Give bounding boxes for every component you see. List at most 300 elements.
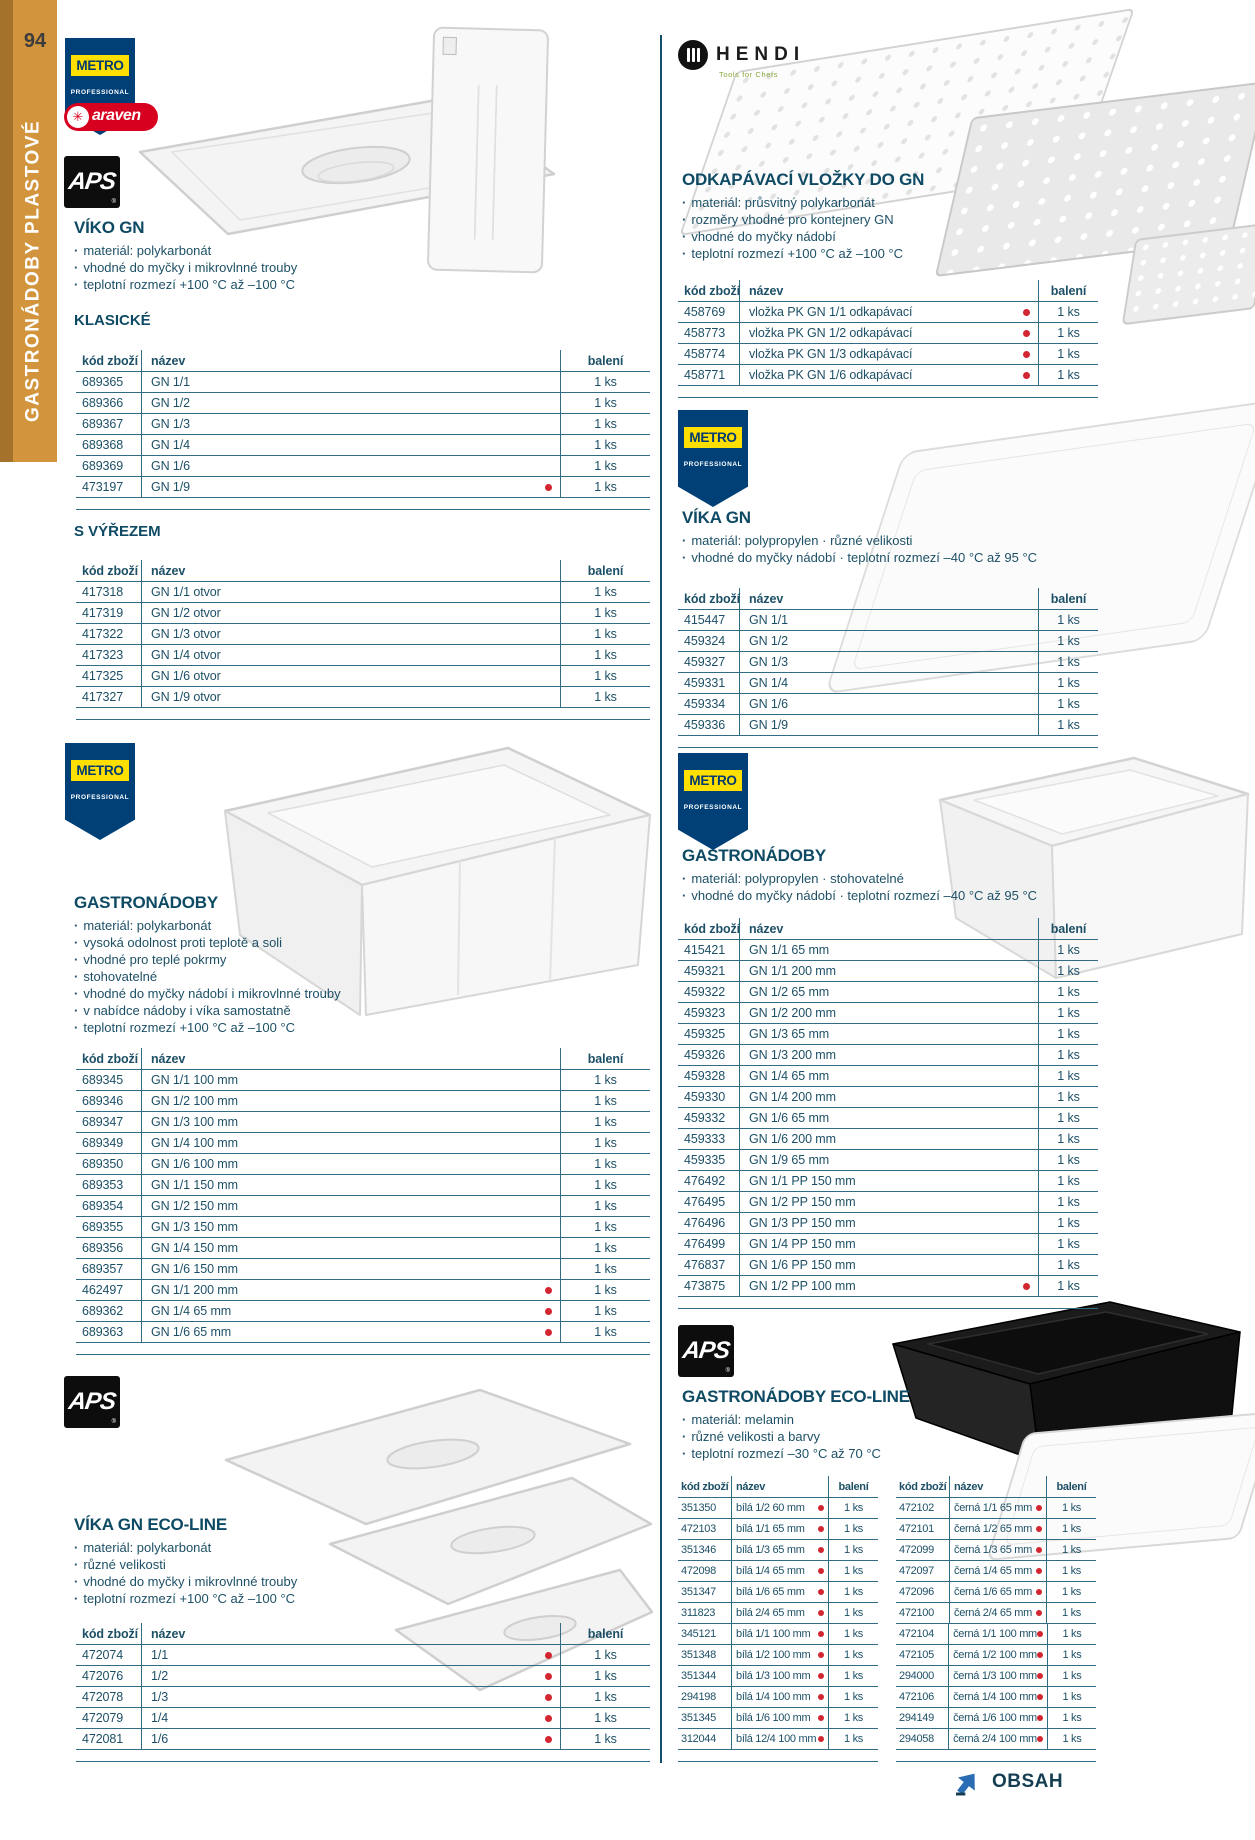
cell-code: 689353	[76, 1175, 142, 1195]
cell-pack: 1 ks	[560, 435, 650, 455]
cell-code: 689368	[76, 435, 142, 455]
cell-code: 476496	[678, 1213, 740, 1233]
cell-pack: 1 ks	[828, 1498, 878, 1518]
cell-name: GN 1/6	[151, 459, 190, 473]
cell-pack: 1 ks	[560, 1070, 650, 1090]
cell-code: 459332	[678, 1108, 740, 1128]
cell-pack: 1 ks	[1047, 1645, 1096, 1665]
table-end-rule	[678, 1308, 1098, 1309]
availability-dot-icon	[1023, 309, 1030, 316]
table-row	[76, 1133, 650, 1154]
cell-pack: 1 ks	[828, 1519, 878, 1539]
bullet-item: · vhodné pro teplé pokrmy	[74, 951, 341, 968]
availability-dot-icon	[818, 1736, 824, 1742]
metro-wordmark: METRO	[71, 55, 129, 76]
cell-name: černá 2/4 65 mm	[950, 1603, 1046, 1623]
table-row	[76, 1196, 650, 1217]
cell-name: GN 1/9	[142, 477, 560, 497]
cell-pack: 1 ks	[1038, 610, 1098, 630]
table-end-rule	[76, 719, 650, 720]
cell-code: 459331	[678, 673, 740, 693]
table-row	[896, 1729, 1096, 1750]
table-vika-gn	[678, 588, 1098, 748]
cell-pack: 1 ks	[560, 624, 650, 644]
table-row	[678, 652, 1098, 673]
cell-name: GN 1/1 otvor	[151, 585, 221, 599]
cell-code: 417327	[76, 687, 142, 707]
table-row	[896, 1624, 1096, 1645]
product-image-drip-insert-small	[1122, 223, 1255, 326]
cell-pack: 1 ks	[560, 1322, 650, 1342]
availability-dot-icon	[1023, 351, 1030, 358]
cell-name: bílá 1/6 65 mm	[732, 1582, 828, 1602]
cell-code: 689357	[76, 1259, 142, 1279]
column-divider	[660, 35, 662, 1763]
table-row	[678, 302, 1098, 323]
cell-name: černá 1/2 100 mm	[949, 1645, 1047, 1665]
cell-code: 472104	[896, 1624, 949, 1644]
availability-dot-icon	[1037, 1652, 1043, 1658]
availability-dot-icon	[1037, 1715, 1043, 1721]
cell-name: bílá 1/2 60 mm	[732, 1498, 828, 1518]
cell-code: 473197	[76, 477, 142, 497]
cell-name: černá 1/3 100 mm	[949, 1666, 1047, 1686]
cell-name: vložka PK GN 1/3 odkapávací	[740, 344, 1038, 364]
cell-pack: 1 ks	[560, 582, 650, 602]
aps-wordmark: APS	[66, 1388, 118, 1415]
cell-name: černá 1/4 65 mm	[950, 1561, 1046, 1581]
cell-code: 689363	[76, 1322, 142, 1342]
cell-name: GN 1/2 150 mm	[151, 1199, 238, 1213]
cell-name: vložka PK GN 1/1 odkapávací	[740, 302, 1038, 322]
cell-pack: 1 ks	[1038, 631, 1098, 651]
hendi-logo	[678, 40, 808, 85]
table-klasicke	[76, 350, 650, 510]
metro-shield-icon	[678, 410, 748, 507]
cell-name: černá 1/6 65 mm	[950, 1582, 1046, 1602]
column-header-code: kód zboží	[76, 1623, 142, 1644]
subsection-title-s-vyrezem: S VÝŘEZEM	[74, 523, 161, 540]
cell-pack: 1 ks	[828, 1708, 878, 1728]
cell-name: GN 1/4 100 mm	[151, 1136, 238, 1150]
table-row	[76, 1687, 650, 1708]
cell-name: GN 1/6 200 mm	[749, 1132, 836, 1146]
cell-code: 472079	[76, 1708, 142, 1728]
cell-name: GN 1/2 200 mm	[749, 1006, 836, 1020]
cell-name: GN 1/3 100 mm	[151, 1115, 238, 1129]
cell-name: 1/2	[142, 1666, 560, 1686]
cell-name: vložka PK GN 1/2 odkapávací	[740, 323, 1038, 343]
cell-pack: 1 ks	[1038, 1024, 1098, 1044]
table-row	[76, 624, 650, 645]
cell-code: 417325	[76, 666, 142, 686]
metro-professional-label: PROFESSIONAL	[70, 794, 130, 801]
availability-dot-icon	[1036, 1547, 1042, 1553]
table-row	[76, 582, 650, 603]
metro-professional-label: PROFESSIONAL	[683, 461, 743, 468]
column-header-name: název	[151, 563, 186, 578]
table-row	[678, 1645, 878, 1666]
table-row	[678, 1066, 1098, 1087]
metro-wordmark: METRO	[684, 427, 742, 448]
table-row	[76, 435, 650, 456]
cell-name: GN 1/4 150 mm	[151, 1241, 238, 1255]
cell-pack: 1 ks	[560, 1112, 650, 1132]
cell-code: 689354	[76, 1196, 142, 1216]
cell-pack: 1 ks	[828, 1582, 878, 1602]
metro-wordmark: METRO	[71, 760, 129, 781]
table-row	[76, 393, 650, 414]
cell-pack: 1 ks	[828, 1603, 878, 1623]
cell-pack: 1 ks	[560, 393, 650, 413]
availability-dot-icon	[1036, 1610, 1042, 1616]
cell-name: GN 1/6 PP 150 mm	[749, 1258, 856, 1272]
availability-dot-icon	[545, 1287, 552, 1294]
cell-code: 472098	[678, 1561, 732, 1581]
table-row	[678, 1213, 1098, 1234]
table-header-row	[76, 350, 650, 372]
cell-pack: 1 ks	[560, 1708, 650, 1728]
cell-code: 472099	[896, 1540, 950, 1560]
availability-dot-icon	[545, 1736, 552, 1743]
column-header-name: název	[749, 591, 784, 606]
metro-logo	[678, 753, 748, 850]
cell-name: černá 1/3 65 mm	[950, 1540, 1046, 1560]
cell-pack: 1 ks	[560, 1175, 650, 1195]
table-gastronadoby-left	[76, 1048, 650, 1355]
cell-pack: 1 ks	[1038, 694, 1098, 714]
cell-name: GN 1/1	[151, 375, 190, 389]
cell-pack: 1 ks	[1038, 673, 1098, 693]
aps-logo	[64, 156, 120, 208]
bullet-item: · materiál: polykarbonát	[74, 917, 341, 934]
table-row	[678, 1255, 1098, 1276]
table-s-vyrezem	[76, 560, 650, 720]
cell-pack: 1 ks	[828, 1645, 878, 1665]
table-row	[896, 1666, 1096, 1687]
cell-pack: 1 ks	[828, 1687, 878, 1707]
cell-pack: 1 ks	[1038, 940, 1098, 960]
cell-code: 459321	[678, 961, 740, 981]
cell-code: 689346	[76, 1091, 142, 1111]
table-row	[678, 1708, 878, 1729]
availability-dot-icon	[1023, 330, 1030, 337]
table-row	[678, 1150, 1098, 1171]
cell-pack: 1 ks	[1038, 1108, 1098, 1128]
cell-pack: 1 ks	[560, 414, 650, 434]
availability-dot-icon	[1037, 1631, 1043, 1637]
cell-pack: 1 ks	[828, 1561, 878, 1581]
cell-name: GN 1/4 PP 150 mm	[749, 1237, 856, 1251]
bullet-item: · materiál: průsvitný polykarbonát	[682, 194, 903, 211]
section-title-viko-gn: VÍKO GN	[74, 218, 145, 237]
cell-code: 459333	[678, 1129, 740, 1149]
column-header-pack: balení	[560, 350, 650, 371]
bullet-item: · teplotní rozmezí –30 °C až 70 °C	[682, 1445, 881, 1462]
table-row	[678, 1498, 878, 1519]
cell-name: GN 1/2 otvor	[151, 606, 221, 620]
cell-pack: 1 ks	[828, 1624, 878, 1644]
bullet-item: · stohovatelné	[74, 968, 341, 985]
cell-pack: 1 ks	[560, 1217, 650, 1237]
table-row	[678, 673, 1098, 694]
cell-code: 351345	[678, 1708, 732, 1728]
table-row	[76, 456, 650, 477]
table-row	[76, 687, 650, 708]
cell-code: 351347	[678, 1582, 732, 1602]
cell-pack: 1 ks	[1038, 302, 1098, 322]
availability-dot-icon	[1036, 1526, 1042, 1532]
bullet-item: · teplotní rozmezí +100 °C až –100 °C	[682, 245, 903, 262]
table-end-rule	[76, 509, 650, 510]
table-row	[678, 631, 1098, 652]
section-title-gastronadoby-eco-line: GASTRONÁDOBY ECO-LINE	[682, 1387, 910, 1406]
cell-code: 476837	[678, 1255, 740, 1275]
cell-code: 458769	[678, 302, 740, 322]
cell-pack: 1 ks	[1046, 1540, 1096, 1560]
cell-code: 459325	[678, 1024, 740, 1044]
bullets-odkapavaci	[682, 194, 903, 262]
column-header-pack: balení	[1038, 588, 1098, 609]
table-end-rule	[76, 1761, 650, 1762]
table-row	[678, 1729, 878, 1750]
cell-name: černá 1/6 100 mm	[949, 1708, 1047, 1728]
table-odkapavaci	[678, 280, 1098, 398]
table-row	[678, 1045, 1098, 1066]
table-header-row	[76, 560, 650, 582]
table-row	[76, 1708, 650, 1729]
table-row	[76, 1175, 650, 1196]
availability-dot-icon	[545, 1673, 552, 1680]
cell-code: 472101	[896, 1519, 950, 1539]
hendi-tagline: Tools for Chefs	[719, 70, 779, 79]
table-gastronadoby-right	[678, 918, 1098, 1309]
cell-code: 417322	[76, 624, 142, 644]
column-header-name: název	[749, 283, 784, 298]
section-title-vika-gn-eco-line: VÍKA GN ECO-LINE	[74, 1515, 227, 1534]
aps-registered-mark: ®	[111, 1419, 116, 1425]
cell-pack: 1 ks	[1038, 961, 1098, 981]
availability-dot-icon	[818, 1589, 824, 1595]
table-row	[678, 1582, 878, 1603]
cell-name: vložka PK GN 1/6 odkapávací	[740, 365, 1038, 385]
table-row	[678, 1003, 1098, 1024]
table-row	[896, 1561, 1096, 1582]
column-header-name: název	[749, 921, 784, 936]
cell-name: GN 1/9	[749, 718, 788, 732]
cell-code: 459324	[678, 631, 740, 651]
table-row	[76, 1112, 650, 1133]
cell-name: GN 1/6 65 mm	[749, 1111, 830, 1125]
table-row	[896, 1603, 1096, 1624]
cell-code: 294000	[896, 1666, 949, 1686]
cell-pack: 1 ks	[560, 1301, 650, 1321]
table-row	[678, 1087, 1098, 1108]
subsection-title-klasicke: KLASICKÉ	[74, 312, 151, 329]
cell-pack: 1 ks	[560, 1091, 650, 1111]
cell-name: bílá 1/1 65 mm	[732, 1519, 828, 1539]
cell-code: 689365	[76, 372, 142, 392]
table-row	[678, 1540, 878, 1561]
cell-pack: 1 ks	[1046, 1582, 1096, 1602]
cell-code: 472105	[896, 1645, 949, 1665]
table-row	[76, 1301, 650, 1322]
cell-pack: 1 ks	[560, 1645, 650, 1665]
cell-pack: 1 ks	[560, 477, 650, 497]
table-end-rule	[678, 747, 1098, 748]
availability-dot-icon	[545, 1694, 552, 1701]
cell-name: GN 1/1 65 mm	[749, 943, 830, 957]
cell-name: bílá 1/4 100 mm	[732, 1687, 828, 1707]
table-row	[76, 603, 650, 624]
table-row	[678, 961, 1098, 982]
column-header-code: kód zboží	[678, 588, 740, 609]
cell-pack: 1 ks	[1038, 1192, 1098, 1212]
availability-dot-icon	[545, 1715, 552, 1722]
cell-code: 459336	[678, 715, 740, 735]
cell-pack: 1 ks	[1046, 1519, 1096, 1539]
cell-name: GN 1/3 65 mm	[749, 1027, 830, 1041]
cell-code: 417318	[76, 582, 142, 602]
cell-name: bílá 1/3 100 mm	[732, 1666, 828, 1686]
availability-dot-icon	[818, 1694, 824, 1700]
availability-dot-icon	[818, 1610, 824, 1616]
table-row	[678, 982, 1098, 1003]
obsah-link[interactable]	[952, 1766, 1063, 1798]
bullets-gastronadoby-right	[682, 870, 1037, 904]
column-header-code: kód zboží	[678, 280, 740, 301]
table-row	[896, 1645, 1096, 1666]
cell-code: 472100	[896, 1603, 950, 1623]
cell-pack: 1 ks	[1038, 652, 1098, 672]
cell-code: 472096	[896, 1582, 950, 1602]
cell-code: 294149	[896, 1708, 949, 1728]
cell-pack: 1 ks	[1038, 1255, 1098, 1275]
cell-code: 459322	[678, 982, 740, 1002]
cell-name: GN 1/2 65 mm	[749, 985, 830, 999]
table-row	[76, 1645, 650, 1666]
column-header-pack: balení	[1038, 918, 1098, 939]
bullet-item: · teplotní rozmezí +100 °C až –100 °C	[74, 1590, 297, 1607]
cell-pack: 1 ks	[560, 1133, 650, 1153]
cell-code: 459330	[678, 1087, 740, 1107]
cell-code: 459328	[678, 1066, 740, 1086]
cell-pack: 1 ks	[1038, 1129, 1098, 1149]
cell-code: 311823	[678, 1603, 732, 1623]
cell-pack: 1 ks	[1038, 1150, 1098, 1170]
table-row	[678, 323, 1098, 344]
cell-pack: 1 ks	[1038, 1213, 1098, 1233]
availability-dot-icon	[1036, 1505, 1042, 1511]
cell-code: 472097	[896, 1561, 950, 1581]
cell-code: 473875	[678, 1276, 740, 1296]
cell-code: 689355	[76, 1217, 142, 1237]
cell-name: GN 1/2 PP 150 mm	[749, 1195, 856, 1209]
cell-name: bílá 2/4 65 mm	[732, 1603, 828, 1623]
table-row	[678, 1519, 878, 1540]
cell-pack: 1 ks	[1038, 1171, 1098, 1191]
availability-dot-icon	[545, 1308, 552, 1315]
cell-name: 1/1	[142, 1645, 560, 1665]
bullet-item: · teplotní rozmezí +100 °C až –100 °C	[74, 276, 297, 293]
table-header-row	[76, 1048, 650, 1070]
bullet-item: · vysoká odolnost proti teplotě a soli	[74, 934, 341, 951]
araven-wordmark: araven	[92, 107, 141, 124]
table-row	[76, 666, 650, 687]
cell-name: bílá 1/4 65 mm	[732, 1561, 828, 1581]
metro-professional-label: PROFESSIONAL	[683, 804, 743, 811]
cell-pack: 1 ks	[1038, 1066, 1098, 1086]
cell-pack: 1 ks	[828, 1666, 878, 1686]
table-header-row	[76, 1623, 650, 1645]
availability-dot-icon	[545, 1329, 552, 1336]
table-row	[76, 372, 650, 393]
cell-code: 472076	[76, 1666, 142, 1686]
column-header-pack: balení	[560, 560, 650, 581]
cell-name: GN 1/4	[749, 676, 788, 690]
bullet-item: · různé velikosti	[74, 1556, 297, 1573]
table-row	[678, 1129, 1098, 1150]
cell-name: černá 2/4 100 mm	[949, 1729, 1047, 1749]
cell-pack: 1 ks	[1046, 1561, 1096, 1581]
cell-code: 294058	[896, 1729, 949, 1749]
cell-name: bílá 1/1 100 mm	[732, 1624, 828, 1644]
cell-name: 1/3	[142, 1687, 560, 1707]
availability-dot-icon	[818, 1715, 824, 1721]
table-row	[678, 940, 1098, 961]
bullet-item: · různé velikosti a barvy	[682, 1428, 881, 1445]
cell-name: GN 1/4	[151, 438, 190, 452]
cell-code: 417319	[76, 603, 142, 623]
cell-code: 351344	[678, 1666, 732, 1686]
aps-logo	[678, 1325, 734, 1377]
obsah-label: OBSAH	[992, 1771, 1064, 1792]
cell-pack: 1 ks	[1038, 982, 1098, 1002]
cell-code: 472081	[76, 1729, 142, 1749]
table-eco-line-bila	[678, 1476, 878, 1762]
bullets-viko-gn	[74, 242, 297, 293]
cell-code: 459335	[678, 1150, 740, 1170]
cell-pack: 1 ks	[1046, 1603, 1096, 1623]
cell-code: 472103	[678, 1519, 732, 1539]
cell-name: GN 1/9 otvor	[151, 690, 221, 704]
availability-dot-icon	[1037, 1673, 1043, 1679]
cell-code: 689356	[76, 1238, 142, 1258]
cell-pack: 1 ks	[560, 1280, 650, 1300]
cell-code: 689367	[76, 414, 142, 434]
cell-code: 476492	[678, 1171, 740, 1191]
table-row	[76, 1070, 650, 1091]
bullets-gastronadoby-eco-line	[682, 1411, 881, 1462]
cell-name: GN 1/6 150 mm	[151, 1262, 238, 1276]
table-row	[678, 365, 1098, 386]
column-header-code: kód zboží	[678, 1476, 732, 1497]
table-row	[678, 694, 1098, 715]
availability-dot-icon	[818, 1526, 824, 1532]
cell-name: černá 1/1 100 mm	[949, 1624, 1047, 1644]
table-row	[678, 1624, 878, 1645]
cell-pack: 1 ks	[1046, 1498, 1096, 1518]
table-row	[76, 645, 650, 666]
column-header-name: název	[151, 353, 186, 368]
bullet-item: · vhodné do myčky nádobí i mikrovlnné trouby	[74, 985, 341, 1002]
cell-name: GN 1/1	[749, 613, 788, 627]
cell-pack: 1 ks	[560, 1259, 650, 1279]
aps-logo	[64, 1376, 120, 1428]
cell-code: 415421	[678, 940, 740, 960]
cell-name: GN 1/1 PP 150 mm	[749, 1174, 856, 1188]
column-header-code: kód zboží	[678, 918, 740, 939]
